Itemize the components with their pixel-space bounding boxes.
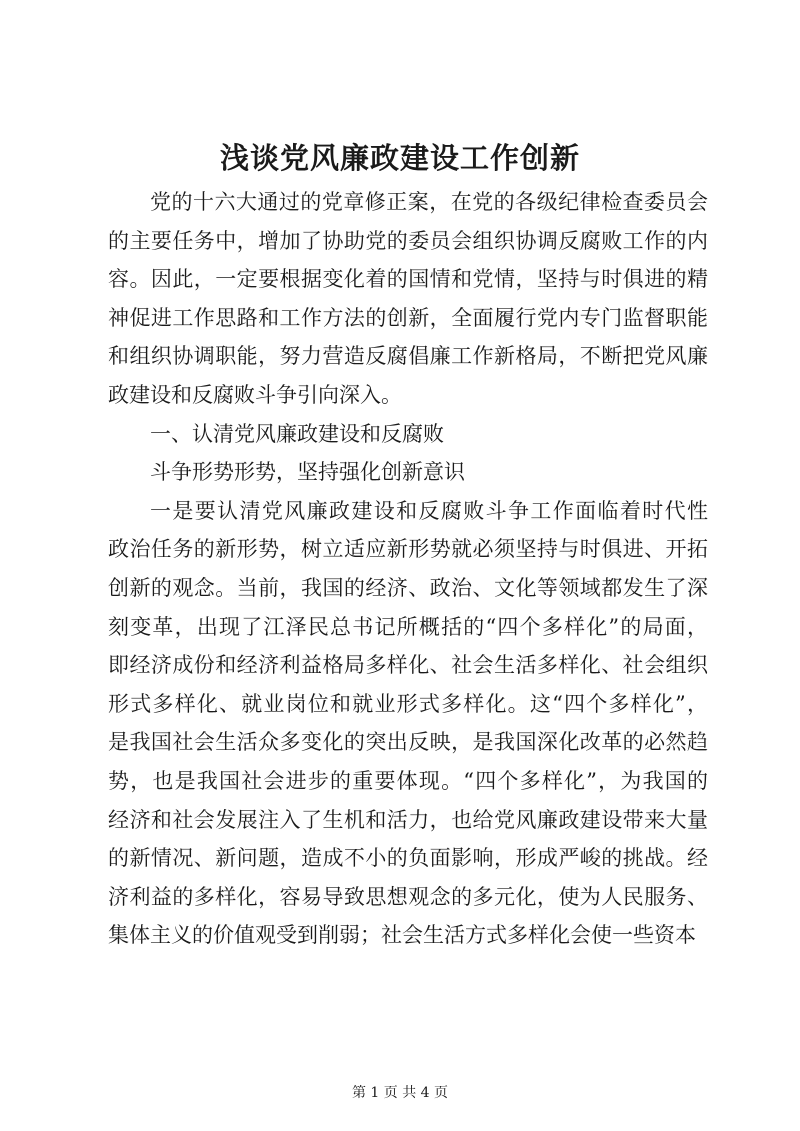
paragraph-4-line-12: 集体主义的价值观受到削弱；社会生活方式多样化会使一些资本	[108, 923, 696, 948]
paragraph-1-line-4: 神促进工作思路和工作方法的创新，全面履行党内专门监督职能	[108, 305, 708, 330]
paragraph-1-line-6: 政建设和反腐败斗争引向深入。	[108, 382, 402, 407]
paragraph-4-line-1: 一是要认清党风廉政建设和反腐败斗争工作面临着时代性	[150, 498, 708, 523]
paragraph-4-line-10: 的新情况、新问题，造成不小的负面影响，形成严峻的挑战。经	[108, 846, 708, 871]
document-title: 浅谈党风廉政建设工作创新	[219, 141, 580, 175]
page-footer: 第 1 页 共 4 页	[351, 1085, 449, 1101]
paragraph-1-line-3: 容。因此，一定要根据变化着的国情和党情，坚持与时俱进的精	[108, 267, 708, 292]
paragraph-4-line-4: 刻变革，出现了江泽民总书记所概括的“四个多样化”的局面，	[108, 614, 708, 639]
paragraph-4-line-2: 政治任务的新形势，树立适应新形势就必须坚持与时俱进、开拓	[108, 537, 708, 562]
paragraph-4-line-8: 势，也是我国社会进步的重要体现。“四个多样化”，为我国的	[108, 768, 708, 793]
document-body	[108, 183, 708, 955]
paragraph-4-line-3: 创新的观念。当前，我国的经济、政治、文化等领域都发生了深	[108, 575, 708, 600]
paragraph-4-line-6: 形式多样化、就业岗位和就业形式多样化。这“四个多样化”，	[108, 691, 708, 716]
paragraph-3-line-1: 斗争形势形势，坚持强化创新意识	[150, 460, 465, 485]
paragraph-1-line-2: 的主要任务中，增加了协助党的委员会组织协调反腐败工作的内	[108, 228, 708, 253]
paragraph-1-line-1: 党的十六大通过的党章修正案，在党的各级纪律检查委员会	[150, 190, 708, 214]
paragraph-4-line-7: 是我国社会生活众多变化的突出反映，是我国深化改革的必然趋	[108, 730, 708, 755]
paragraph-4-line-11: 济利益的多样化，容易导致思想观念的多元化，使为人民服务、	[108, 884, 708, 909]
paragraph-2-line-1: 一、认清党风廉政建设和反腐败	[150, 421, 444, 446]
paragraph-4-line-5: 即经济成份和经济利益格局多样化、社会生活多样化、社会组织	[108, 653, 708, 678]
paragraph-1-line-5: 和组织协调职能，努力营造反腐倡廉工作新格局，不断把党风廉	[108, 344, 708, 369]
paragraph-4-line-9: 经济和社会发展注入了生机和活力，也给党风廉政建设带来大量	[108, 807, 708, 832]
